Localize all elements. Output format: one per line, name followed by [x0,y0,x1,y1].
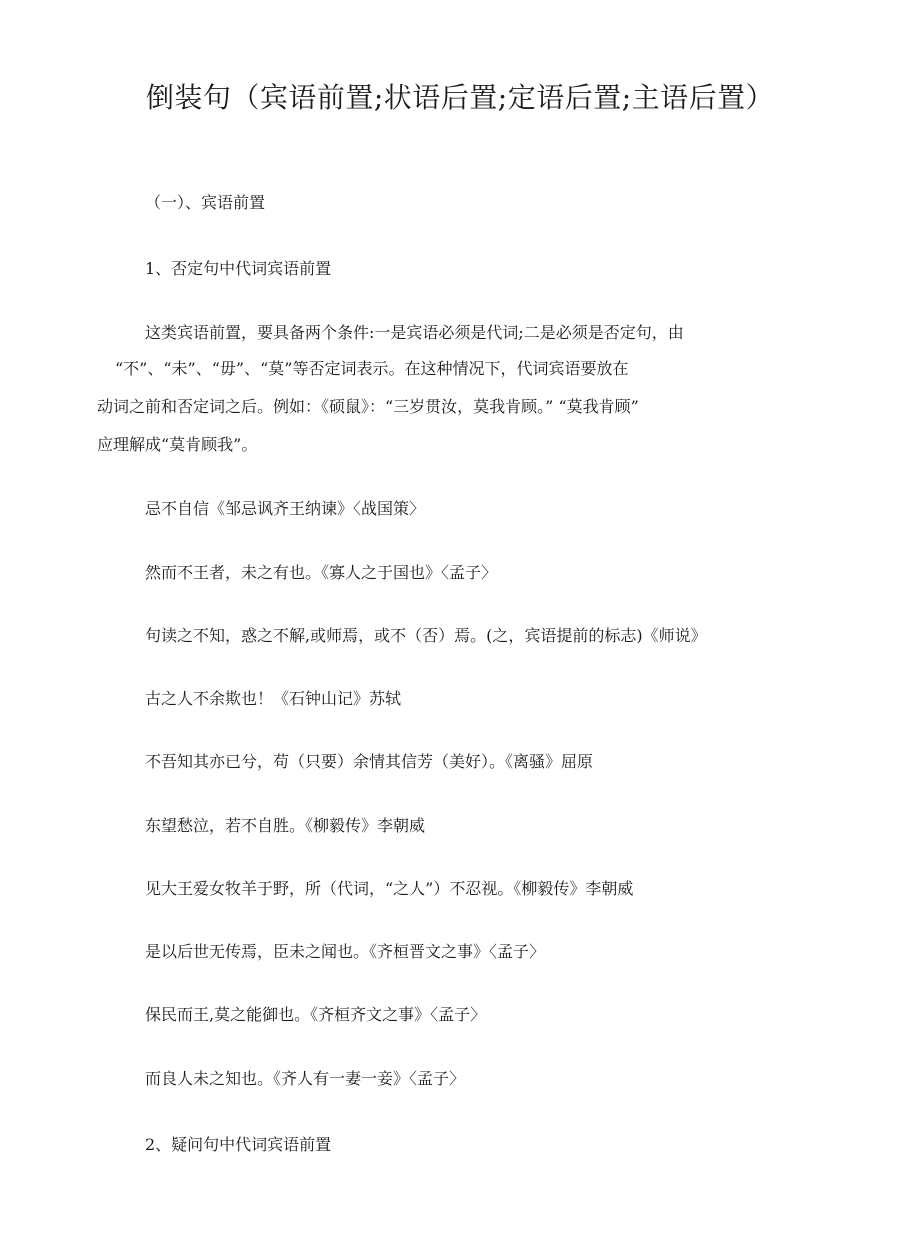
example-line: 然而不王者，未之有也。《寡人之于国也》〈孟子〉 [145,563,498,582]
document-title: 倒装句（宾语前置;状语后置;定语后置;主语后置） [145,81,775,114]
intro-paragraph-line-1: 这类宾语前置，要具备两个条件:一是宾语必须是代词;二是必须是否定句，由 [145,323,684,342]
example-line: 忌不自信《邹忌讽齐王纳谏》〈战国策〉 [145,499,426,518]
example-line: 是以后世无传焉，臣未之闻也。《齐桓晋文之事》〈孟子〉 [145,942,546,961]
example-line: 保民而王,莫之能御也。《齐桓齐文之事》〈孟子〉 [145,1005,487,1024]
example-line: 句读之不知，惑之不解,或师焉，或不（否）焉。(之，宾语提前的标志)《师说》 [145,626,707,645]
intro-paragraph-line-2: “不”、“未”、“毋”、“莫”等否定词表示。在这种情况下，代词宾语要放在 [115,359,629,378]
example-line: 东望愁泣，若不自胜。《柳毅传》李朝威 [145,816,426,835]
example-line: 见大王爱女牧羊于野，所（代词，“之人”）不忍视。《柳毅传》李朝威 [145,879,634,898]
subsection-heading-2: 2、疑问句中代词宾语前置 [145,1135,332,1154]
intro-paragraph-line-3: 动词之前和否定词之后。例如：《硕鼠》：“三岁贯汝，莫我肯顾。” “莫我肯顾” [97,397,639,416]
subsection-heading-1: 1、否定句中代词宾语前置 [145,259,332,278]
section-heading: （一）、宾语前置 [145,193,266,212]
example-line: 不吾知其亦已兮，苟（只要）余情其信芳（美好）。《离骚》屈原 [145,752,594,771]
intro-paragraph-line-4: 应理解成“莫肯顾我”。 [97,435,258,454]
example-line: 而良人未之知也。《齐人有一妻一妾》〈孟子〉 [145,1069,466,1088]
example-line: 古之人不余欺也！《石钟山记》苏轼 [145,689,402,708]
